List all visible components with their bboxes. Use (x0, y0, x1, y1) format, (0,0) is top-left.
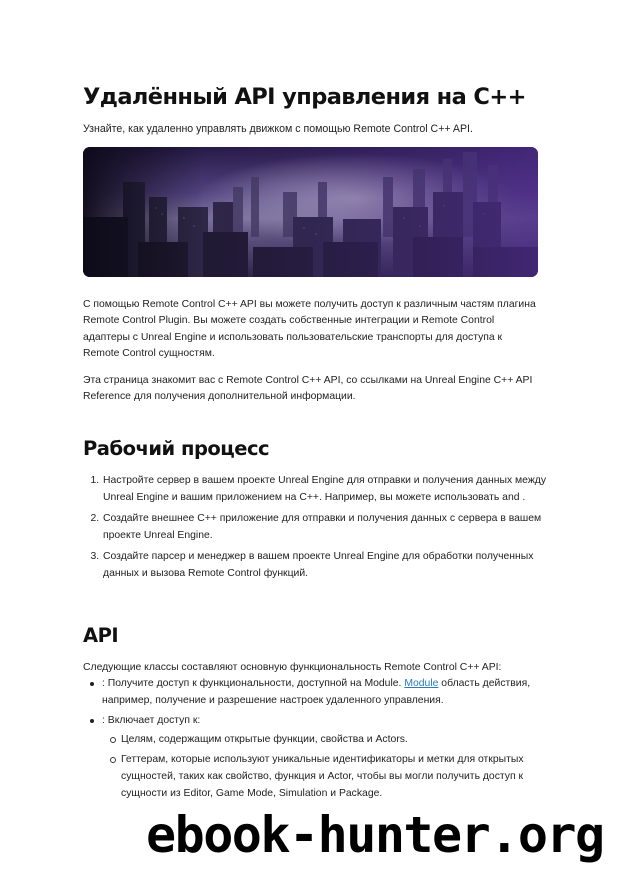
list-item: 1. Настройте сервер в вашем проекте Unreal Engine для отправки и получения данных между Unreal Engine и вашим приложением на C++. Например, вы можете использовать and . (102, 472, 558, 506)
api-item-text: область действия, например, получение и разрешение настроек удаленного управления. (102, 678, 531, 706)
api-heading: API (83, 624, 119, 647)
api-intro: Следующие классы составляют основную функциональность Remote Control C++ API: (83, 662, 502, 673)
api-sub-list (102, 732, 557, 802)
list-item: 2. Создайте внешнее C++ приложение для отправки и получения данных с сервера в вашем проекте Unreal Engine. (102, 510, 558, 544)
api-item-text: : Включает доступ к: (102, 714, 201, 726)
api-class-list (83, 676, 557, 806)
list-item (101, 676, 557, 710)
list-item (101, 713, 557, 803)
module-link[interactable]: Module (404, 678, 439, 689)
city-skyline-illustration (83, 147, 538, 277)
page-subtitle: Узнайте, как удаленно управлять движком с помощью Remote Control C++ API. (83, 123, 473, 135)
workflow-heading: Рабочий процесс (83, 437, 270, 460)
intro-paragraph: С помощью Remote Control C++ API вы можете получить доступ к различным частям плагина Remote Control Plugin. Вы можете создать собственные интеграции и Remote Control адаптеры с Unreal Engine и использовать пользовательские транспорты для доступа к Remote Control сущностям. (83, 299, 536, 359)
api-item-text: : Получите доступ к функциональности, доступной на Module. (102, 678, 405, 689)
page-title: Удалённый API управления на C++ (83, 84, 526, 110)
list-item: Целям, содержащим открытые функции, свойства и Actors. (121, 732, 557, 749)
reference-paragraph: Эта страница знакомит вас с Remote Control C++ API, со ссылками на Unreal Engine C++ API Reference для получения дополнительной информации. (83, 375, 533, 403)
watermark: ebook-hunter.org (146, 806, 604, 864)
workflow-steps (83, 472, 558, 586)
hero-image (83, 147, 538, 277)
list-item: 3. Создайте парсер и менеджер в вашем проекте Unreal Engine для обработки полученных данных и вызова Remote Control функций. (102, 548, 558, 582)
list-item: Геттерам, которые используют уникальные идентификаторы и метки для открытых сущностей, таких как свойство, функция и Actor, чтобы вы могли получить доступ к сущности из Editor, Game Mode, Simulation и Package. (121, 752, 557, 802)
